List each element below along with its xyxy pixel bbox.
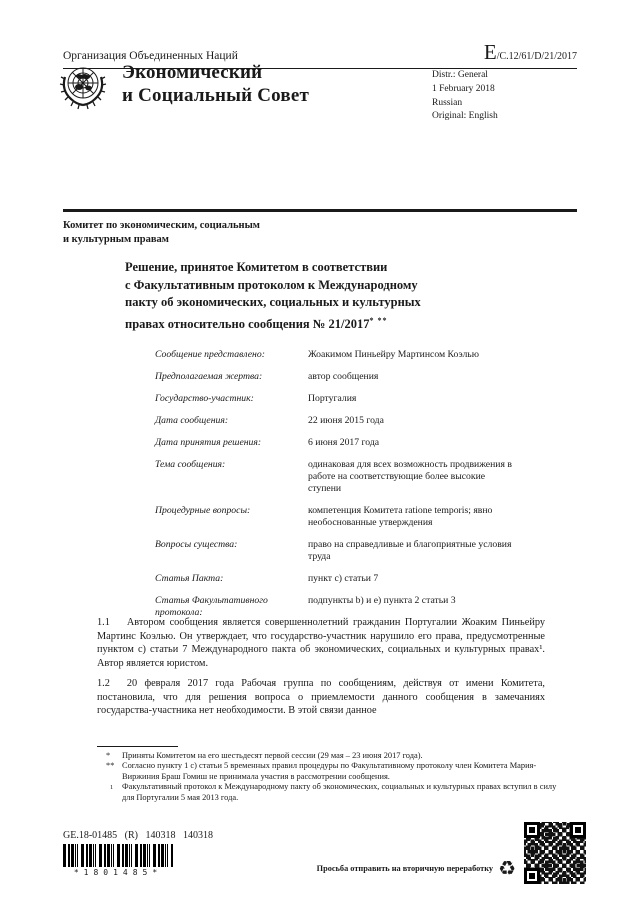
decision-title [125,259,495,333]
paragraph-number: 1.2 [97,678,110,689]
field-value: подпункты b) и e) пункта 2 статьи 3 [308,595,456,606]
recycle-icon: ♻ [498,856,516,880]
paragraph-number: 1.1 [97,617,110,628]
field-label: Государство-участник: [155,393,254,404]
paragraph-text: Автором сообщения является совершеннолетний гражданин Португалии Жоаким Пиньейру Мартинс Коэлью. Он утверждает, что государство-участник нарушило его права, предусмотренные пунктом c) статьи 7 Международного пакта об экономических, социальных и культурных правах¹. Автор является юристом. [97,617,545,669]
barcode [63,844,173,877]
symbol-number: /C.12/61/D/21/2017 [496,51,577,62]
table-row [155,573,525,585]
table-row [155,349,525,361]
council-title-line1: Экономический [122,62,263,83]
field-value: автор сообщения [308,371,379,382]
field-value: право на справедливые и благоприятные условия труда [308,539,512,562]
footnote-marker: * [106,751,111,760]
footnote-item [106,751,558,761]
field-value: одинаковая для всех возможность продвижения в работе на соответствующие более высокие ступени [308,459,512,494]
table-row [155,393,525,405]
un-org-name: Организация Объединенных Наций [63,50,238,62]
distr-line: Russian [432,97,463,108]
footnotes-block [106,751,558,803]
footnote-marker: ** [106,761,115,771]
decision-title-line: Решение, принятое Комитетом в соответствии [125,260,388,274]
field-label: Статья Факультативного протокола: [155,595,268,618]
council-title [122,62,309,107]
field-value: 6 июня 2017 года [308,437,380,448]
distr-line: 1 February 2018 [432,83,495,94]
footnote-item [106,761,558,782]
ge-document-code: GE.18-01485 (R) 140318 140318 [63,830,213,841]
barcode-label: *1801485* [73,868,163,877]
paragraph-text: 20 февраля 2017 года Рабочая группа по сообщениям, действуя от имени Комитета, постановила, что для решения вопроса о приемлемости данного сообщения в замечаниях государства-участника нет необходимости. В этой связи данное [97,678,545,717]
footnote-separator [97,746,178,747]
qr-finder-pattern [524,868,540,884]
recycle-note-text: Просьба отправить на вторичную переработку [316,863,494,873]
footnote-text: Согласно пункту 1 c) статьи 5 временных правил процедуры по Факультативному протоколу член Комитета Мария-Виржиния Браш Гомиш не принимала участия в рассмотрении сообщения. [122,761,537,781]
document-symbol [484,40,577,65]
decision-title-line: с Факультативным протоколом к Международному [125,277,418,292]
footnote-text: Приняты Комитетом на его шестьдесят первой сессии (29 мая – 23 июня 2017 года). [122,751,423,760]
field-value: Жоакимом Пиньейру Мартинсом Коэлью [308,349,479,360]
qr-finder-pattern [570,822,586,838]
committee-line1: Комитет по экономическим, социальным [63,220,260,231]
field-label: Процедурные вопросы: [155,505,251,516]
distribution-block [432,69,498,124]
barcode-bars [63,844,173,867]
field-label: Тема сообщения: [155,459,226,470]
field-label: Сообщение представлено: [155,349,265,360]
table-row [155,459,525,495]
field-value: компетенция Комитета ratione temporis; явно необоснованные утверждения [308,505,493,528]
field-value: Португалия [308,393,357,404]
symbol-series-letter: E [483,40,497,64]
committee-line2: и культурным правам [63,233,169,245]
footnote-item [106,782,558,803]
table-row [155,539,525,563]
footnote-refs: * ** [369,315,388,325]
field-label: Дата принятия решения: [155,437,262,448]
qr-code [524,822,586,884]
table-row [155,505,525,529]
committee-name [63,219,260,246]
field-value: пункт c) статьи 7 [308,573,379,584]
footnote-marker: 1 [110,784,114,792]
field-label: Вопросы существа: [155,539,238,550]
field-value: 22 июня 2015 года [308,415,384,426]
table-row [155,437,525,449]
body-paragraph-1-1 [97,616,545,670]
field-label: Статья Пакта: [155,573,224,584]
council-title-line2: и Социальный Совет [122,84,310,106]
footnote-text: Факультативный протокол к Международному пакту об экономических, социальных и культурных правах вступил в силу для Португалии 5 мая 2013 года. [122,782,557,802]
decision-title-line: пакту об экономических, социальных и культурных [125,295,421,309]
body-paragraph-1-2 [97,677,545,718]
distr-line: Original: English [432,111,498,122]
case-fields-table [155,349,525,629]
recycle-note [250,858,516,878]
un-emblem-icon [57,62,109,119]
table-row [155,415,525,427]
table-row [155,371,525,383]
field-label: Дата сообщения: [155,415,229,426]
distr-line: Distr.: General [432,70,488,80]
qr-finder-pattern [524,822,540,838]
field-label: Предполагаемая жертва: [155,371,263,382]
section-divider-rule [63,209,577,212]
decision-title-last-line: правах относительно сообщения № 21/2017* ** [125,315,388,331]
